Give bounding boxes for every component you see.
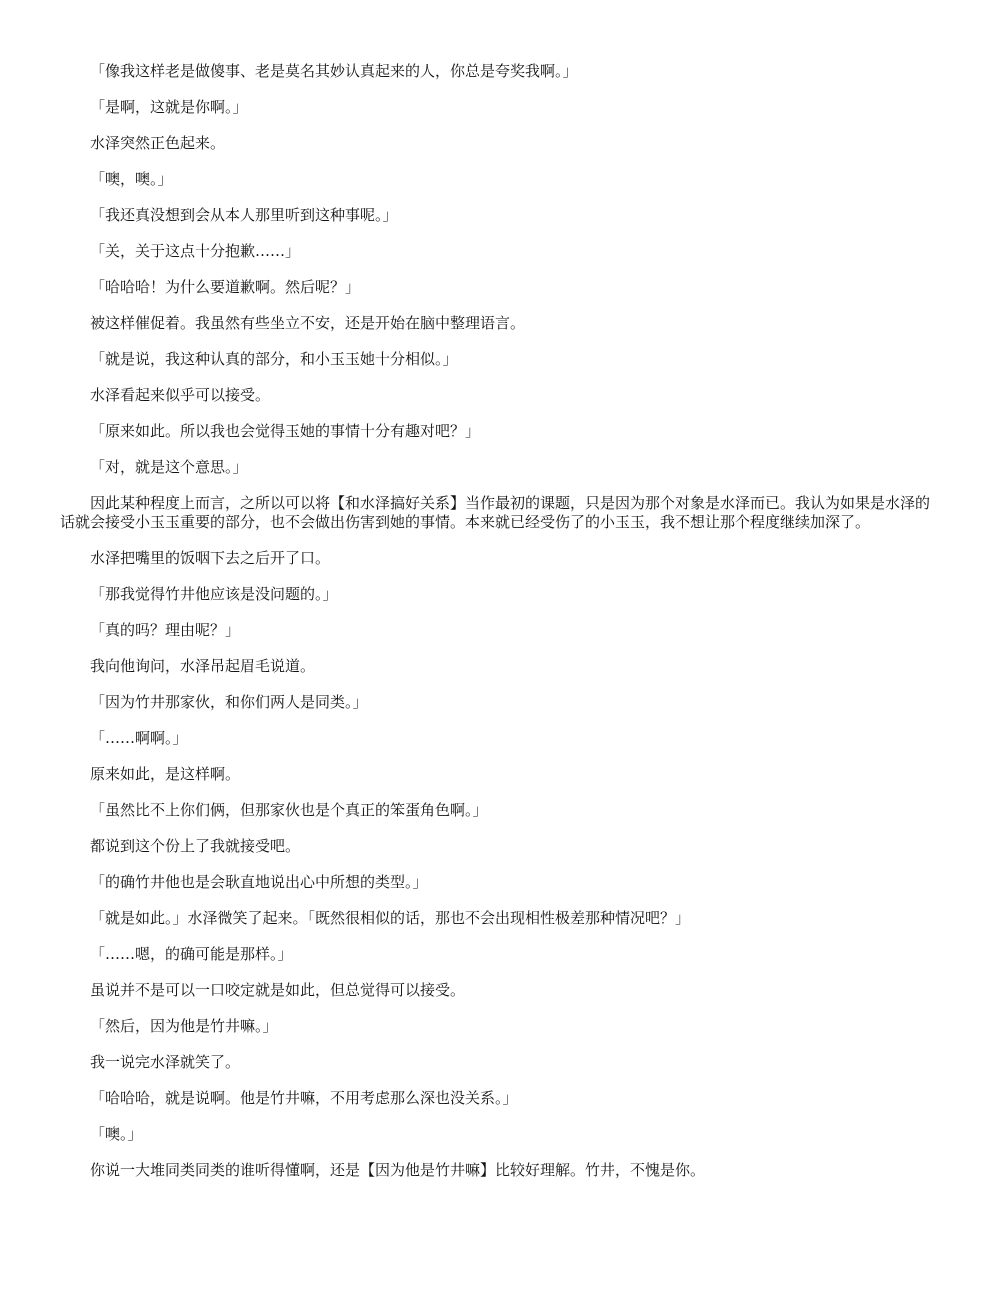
paragraph: 「真的吗？理由呢？」 [90,621,241,639]
paragraph: 水泽突然正色起来。 [90,134,226,152]
paragraph: 你说一大堆同类同类的谁听得懂啊，还是【因为他是竹井嘛】比较好理解。竹井，不愧是你。 [90,1161,706,1179]
paragraph: 「就是说，我这种认真的部分，和小玉玉她十分相似。」 [90,350,458,368]
paragraph: 「是啊，这就是你啊。」 [90,98,248,116]
paragraph: 被这样催促着。我虽然有些坐立不安，还是开始在脑中整理语言。 [90,314,526,332]
paragraph: 「关，关于这点十分抱歉……」 [90,242,301,260]
paragraph: 「对，就是这个意思。」 [90,458,248,476]
paragraph: 「然后，因为他是竹井嘛。」 [90,1017,278,1035]
paragraph: 「像我这样老是做傻事、老是莫名其妙认真起来的人，你总是夸奖我啊。」 [90,62,578,80]
paragraph: 「那我觉得竹井他应该是没问题的。」 [90,585,338,603]
paragraph: 「的确竹井他也是会耿直地说出心中所想的类型。」 [90,873,428,891]
paragraph: 「虽然比不上你们俩，但那家伙也是个真正的笨蛋角色啊。」 [90,801,488,819]
paragraph: 「哈哈哈！为什么要道歉啊。然后呢？」 [90,278,361,296]
paragraph: 「我还真没想到会从本人那里听到这种事呢。」 [90,206,398,224]
paragraph: 「……嗯，的确可能是那样。」 [90,945,293,963]
paragraph: 「……啊啊。」 [90,729,188,747]
paragraph: 「哈哈哈，就是说啊。他是竹井嘛，不用考虑那么深也没关系。」 [90,1089,518,1107]
paragraph: 虽说并不是可以一口咬定就是如此，但总觉得可以接受。 [90,981,466,999]
paragraph: 原来如此，是这样啊。 [90,765,241,783]
paragraph: 「就是如此。」水泽微笑了起来。「既然很相似的话，那也不会出现相性极差那种情况吧？」 [90,909,691,927]
paragraph: 「噢，噢。」 [90,170,173,188]
paragraph: 我向他询问，水泽吊起眉毛说道。 [90,657,316,675]
paragraph: 我一说完水泽就笑了。 [90,1053,241,1071]
paragraph: 都说到这个份上了我就接受吧。 [90,837,301,855]
paragraph: 「原来如此。所以我也会觉得玉她的事情十分有趣对吧？」 [90,422,481,440]
document-page [60,62,942,1197]
paragraph: 「噢。」 [90,1125,143,1143]
paragraph: 水泽把嘴里的饭咽下去之后开了口。 [90,549,331,567]
paragraph: 因此某种程度上而言，之所以可以将【和水泽搞好关系】当作最初的课题，只是因为那个对象是水泽而已。我认为如果是水泽的话就会接受小玉玉重要的部分，也不会做出伤害到她的事情。本来就已经受伤了的小玉玉，我不想让那个程度继续加深了。 [60,494,931,531]
paragraph: 「因为竹井那家伙，和你们两人是同类。」 [90,693,368,711]
paragraph: 水泽看起来似乎可以接受。 [90,386,271,404]
